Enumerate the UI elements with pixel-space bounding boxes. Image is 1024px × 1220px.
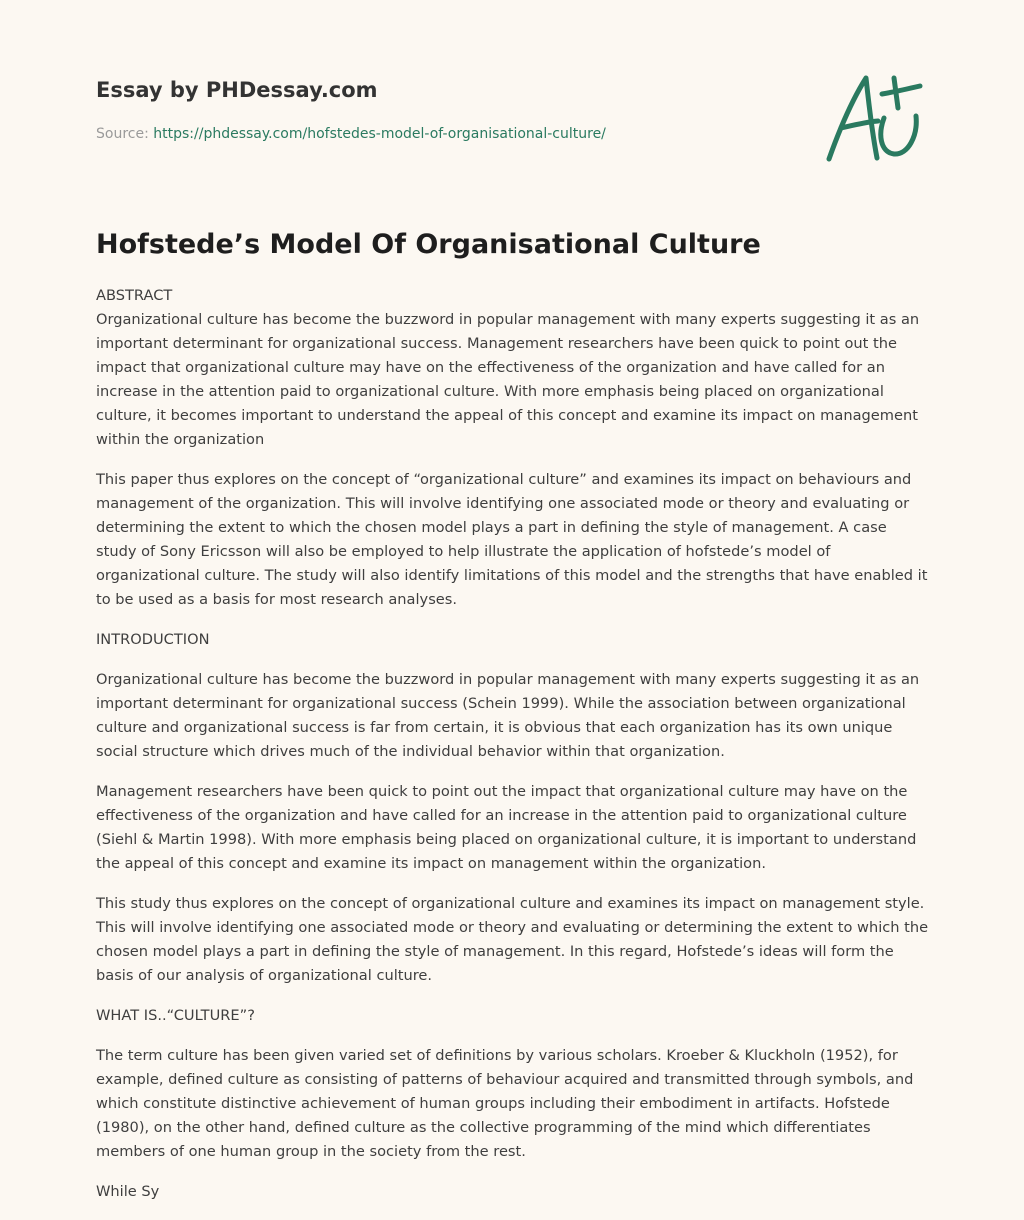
source-label: Source: xyxy=(96,126,149,142)
essay-paragraph: This study thus explores on the concept of organizational culture and examines its impact on management style. This will involve identifying one associated mode or theory and evaluating or determining the extent to which the chosen model plays a part in defining the style of management. In this regard, Hofstede’s ideas will form the basis of our analysis of organizational culture. xyxy=(96,895,929,984)
essay-paragraph-truncated: While Sy xyxy=(96,1183,160,1200)
brand-name: Essay by PHDessay.com xyxy=(96,78,378,102)
a-plus-grade-icon xyxy=(820,66,930,166)
essay-body xyxy=(96,284,930,1220)
culture-heading: WHAT IS..“CULTURE”? xyxy=(96,1007,255,1024)
source-link[interactable]: https://phdessay.com/hofstedes-model-of-organisational-culture/ xyxy=(153,126,606,142)
introduction-heading: INTRODUCTION xyxy=(96,631,210,648)
abstract-paragraph: Organizational culture has become the buzzword in popular management with many experts suggesting it as an important determinant for organizational success. Management researchers have been quick to point out the impact that organizational culture may have on the effectiveness of the organization and have called for an increase in the attention paid to organizational culture. With more emphasis being placed on organizational culture, it becomes important to understand the appeal of this concept and examine its impact on management within the organization xyxy=(96,311,920,448)
essay-paragraph: Management researchers have been quick to point out the impact that organizational culture may have on the effectiveness of the organization and have called for an increase in the attention paid to organizational culture (Siehl & Martin 1998). With more emphasis being placed on organizational culture, it is important to understand the appeal of this concept and examine its impact on management within the organization. xyxy=(96,783,917,872)
essay-paragraph: The term culture has been given varied set of definitions by various scholars. Kroeber & Kluckholn (1952), for example, defined culture as consisting of patterns of behaviour acquired and transmitted through symbols, and which constitute distinctive achievement of human groups including their embodiment in artifacts. Hofstede (1980), on the other hand, defined culture as the collective programming of the mind which differentiates members of one human group in the society from the rest. xyxy=(96,1047,914,1160)
page-header xyxy=(96,76,796,144)
essay-title: Hofstede’s Model Of Organisational Culture xyxy=(96,229,761,260)
abstract-heading: ABSTRACT xyxy=(96,287,173,304)
essay-paragraph: Organizational culture has become the buzzword in popular management with many experts suggesting it as an important determinant for organizational success (Schein 1999). While the association between organizational culture and organizational success is far from certain, it is obvious that each organization has its own unique social structure which drives much of the individual behavior within that organization. xyxy=(96,671,920,760)
essay-paragraph: This paper thus explores on the concept of “organizational culture” and examines its impact on behaviours and management of the organization. This will involve identifying one associated mode or theory and evaluating or determining the extent to which the chosen model plays a part in defining the style of management. A case study of Sony Ericsson will also be employed to help illustrate the application of hofstede’s model of organizational culture. The study will also identify limitations of this model and the strengths that have enabled it to be used as a basis for most research analyses. xyxy=(96,471,928,608)
source-line xyxy=(96,124,796,144)
